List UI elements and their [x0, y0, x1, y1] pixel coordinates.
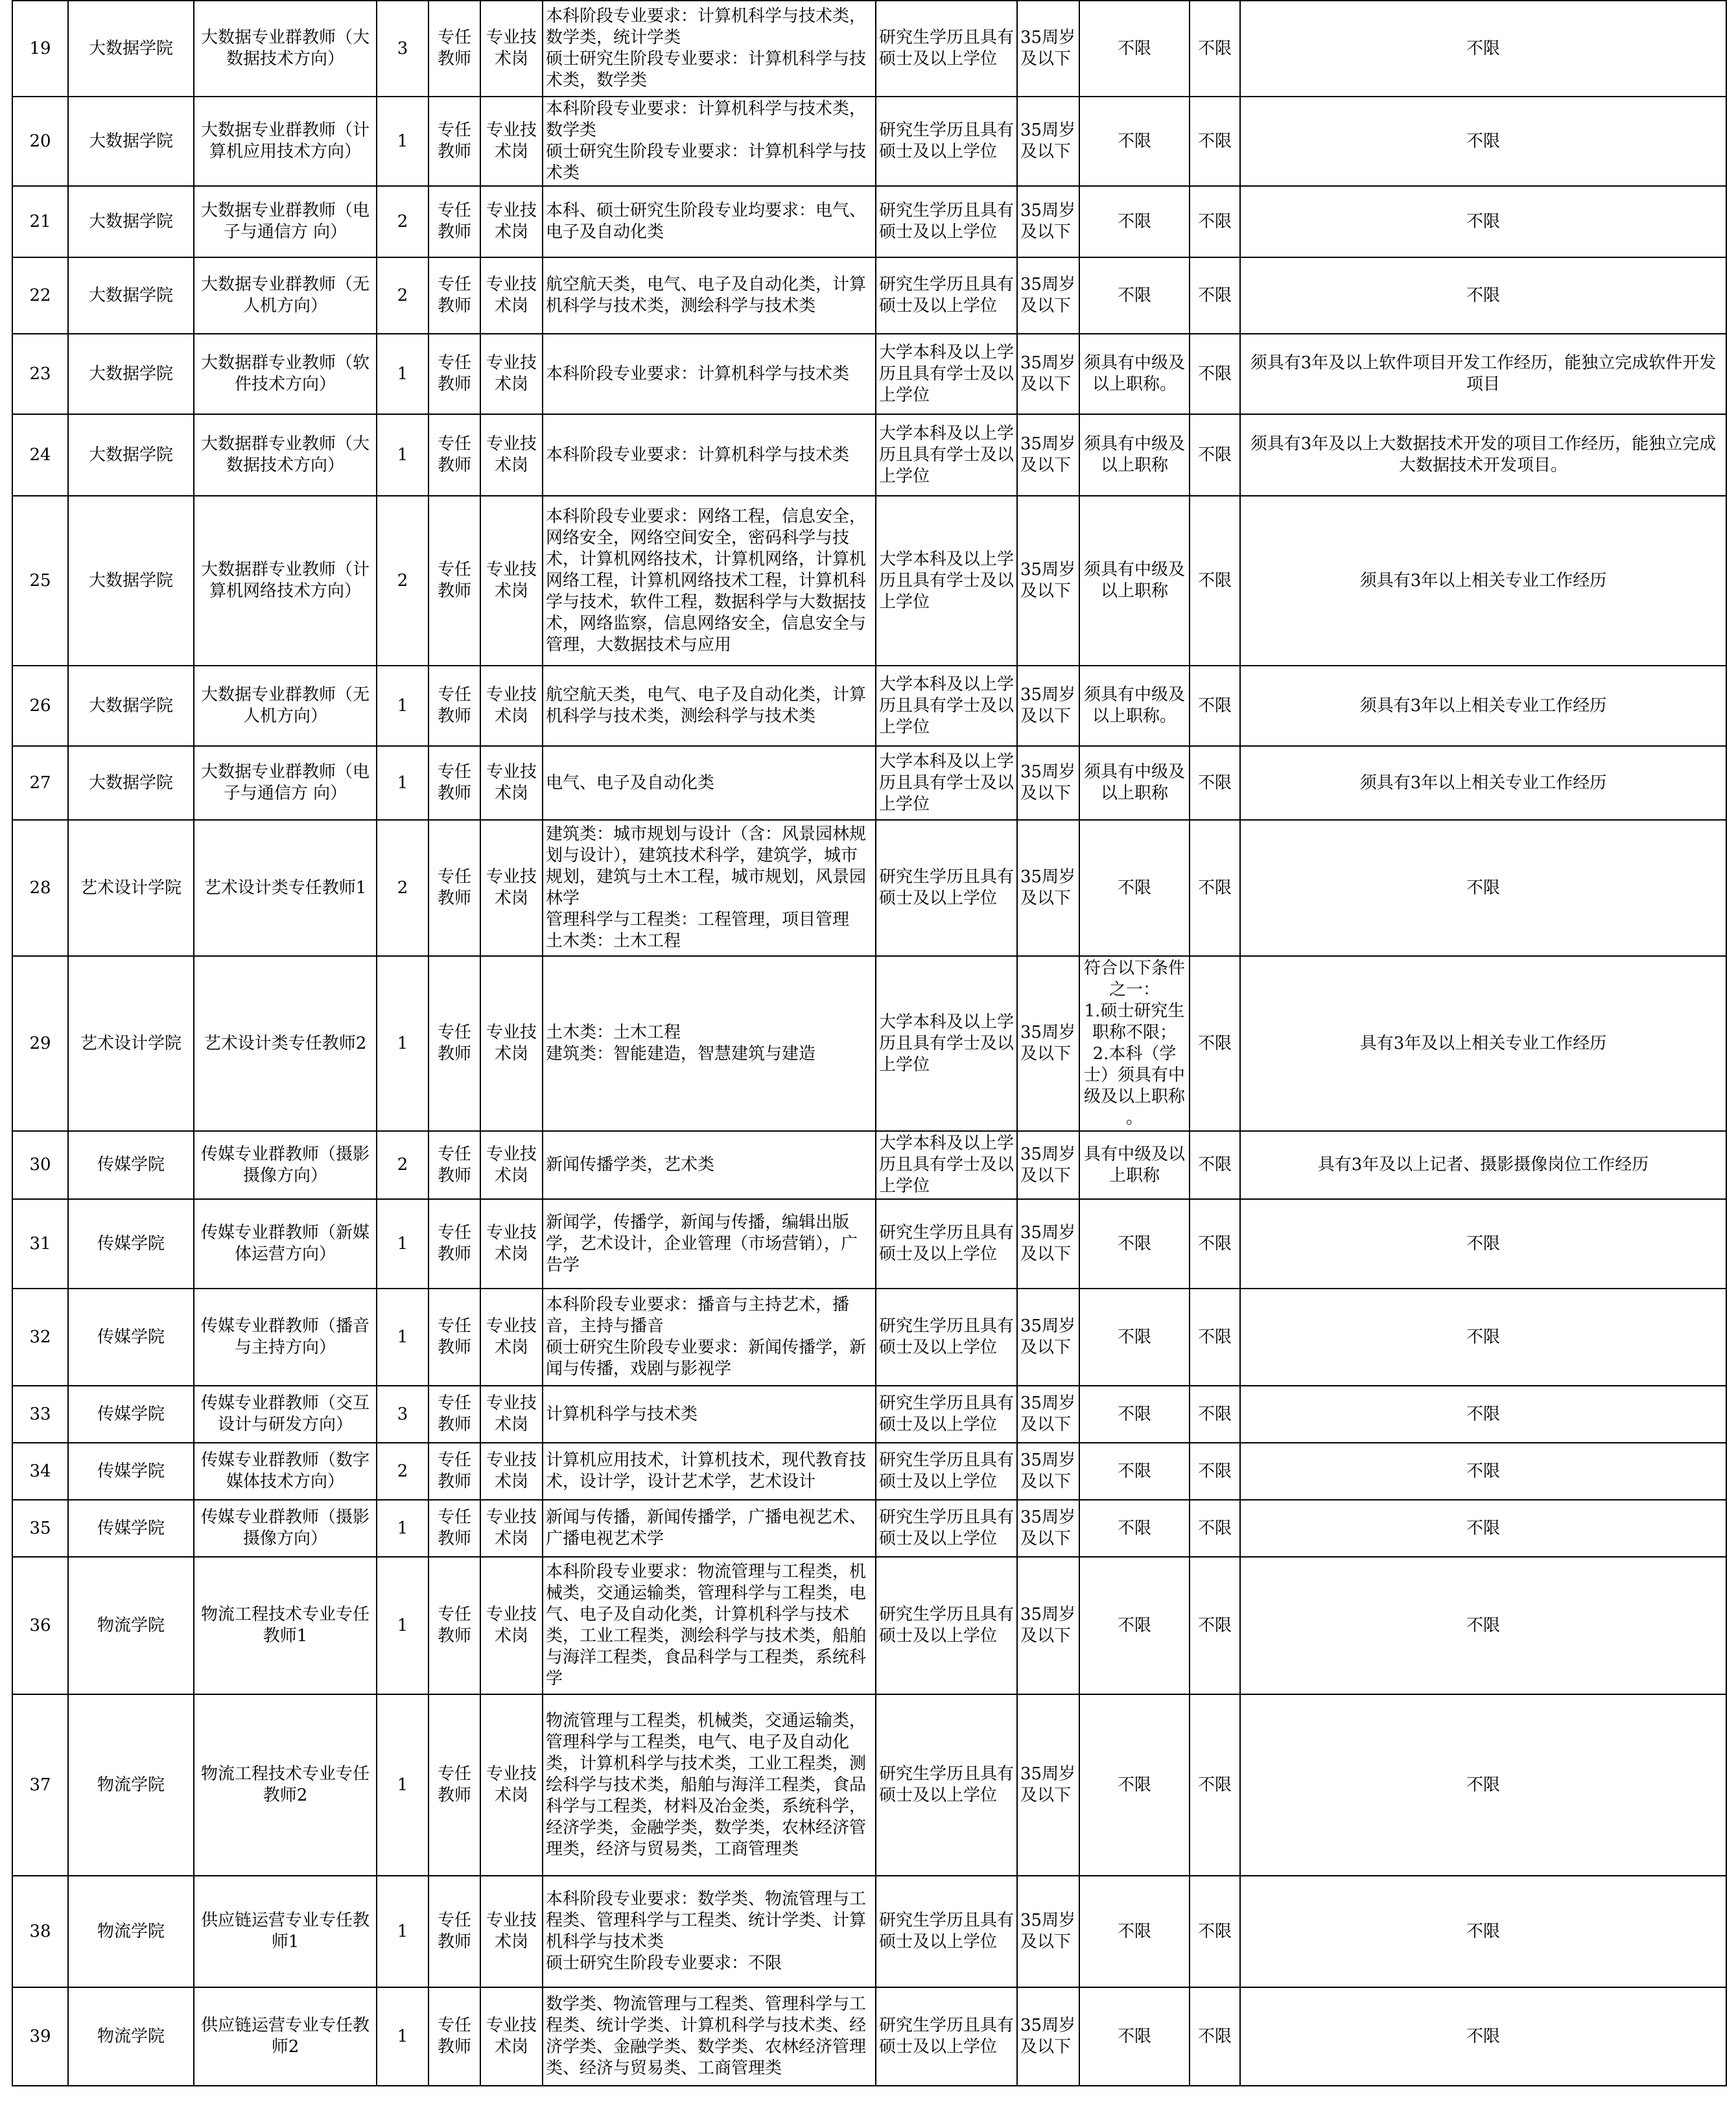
- cell-education: 研究生学历且具有硕士及以上学位: [876, 257, 1017, 334]
- cell-age: 35周岁及以下: [1017, 1443, 1079, 1500]
- cell-number: 24: [12, 414, 68, 496]
- cell-education: 大学本科及以上学历且具有学士及以上学位: [876, 956, 1017, 1131]
- cell-other: 不限: [1190, 97, 1240, 186]
- cell-age: 35周岁及以下: [1017, 1386, 1079, 1443]
- cell-headcount: 1: [377, 1289, 428, 1386]
- cell-college: 物流学院: [68, 1987, 194, 2086]
- cell-college: 传媒学院: [68, 1199, 194, 1289]
- cell-age: 35周岁及以下: [1017, 1, 1079, 97]
- cell-post-type: 专任教师: [428, 414, 480, 496]
- cell-post-category: 专业技术岗: [480, 1694, 543, 1876]
- cell-post-name: 艺术设计类专任教师1: [194, 820, 377, 956]
- cell-education: 研究生学历且具有硕士及以上学位: [876, 1289, 1017, 1386]
- cell-post-category: 专业技术岗: [480, 1500, 543, 1557]
- cell-post-name: 传媒专业群教师（摄影摄像方向）: [194, 1500, 377, 1557]
- table-row: [12, 1694, 1726, 1876]
- cell-post-category: 专业技术岗: [480, 414, 543, 496]
- cell-post-type: 专任教师: [428, 1694, 480, 1876]
- cell-experience: 须具有3年及以上软件项目开发工作经历，能独立完成软件开发项目: [1240, 334, 1726, 414]
- cell-age: 35周岁及以下: [1017, 1131, 1079, 1199]
- cell-headcount: 2: [377, 1131, 428, 1199]
- cell-college: 物流学院: [68, 1557, 194, 1694]
- cell-college: 大数据学院: [68, 186, 194, 257]
- cell-number: 31: [12, 1199, 68, 1289]
- cell-other: 不限: [1190, 820, 1240, 956]
- cell-headcount: 1: [377, 1876, 428, 1987]
- cell-major: 航空航天类，电气、电子及自动化类，计算机科学与技术类，测绘科学与技术类: [543, 666, 876, 746]
- cell-post-category: 专业技术岗: [480, 1289, 543, 1386]
- cell-other: 不限: [1190, 1131, 1240, 1199]
- table-row: [12, 746, 1726, 820]
- cell-major: 新闻学，传播学，新闻与传播，编辑出版学，艺术设计，企业管理（市场营销），广告学: [543, 1199, 876, 1289]
- cell-title: 不限: [1079, 1694, 1190, 1876]
- cell-number: 29: [12, 956, 68, 1131]
- table-row: [12, 1386, 1726, 1443]
- cell-age: 35周岁及以下: [1017, 414, 1079, 496]
- cell-title: 不限: [1079, 1557, 1190, 1694]
- cell-college: 大数据学院: [68, 1, 194, 97]
- cell-post-category: 专业技术岗: [480, 257, 543, 334]
- cell-age: 35周岁及以下: [1017, 956, 1079, 1131]
- cell-other: 不限: [1190, 186, 1240, 257]
- cell-post-category: 专业技术岗: [480, 820, 543, 956]
- cell-number: 22: [12, 257, 68, 334]
- cell-major: 物流管理与工程类，机械类，交通运输类，管理科学与工程类，电气、电子及自动化类，计算机科学与技术类，工业工程类，测绘科学与技术类，船舶与海洋工程类，食品科学与工程类，材料及冶金类，系统科学，经济学类，金融学类，数学类，农林经济管理类，经济与贸易类，工商管理类: [543, 1694, 876, 1876]
- cell-post-name: 物流工程技术专业专任教师2: [194, 1694, 377, 1876]
- cell-experience: 须具有3年以上相关专业工作经历: [1240, 666, 1726, 746]
- table-row: [12, 257, 1726, 334]
- cell-experience: 不限: [1240, 1199, 1726, 1289]
- table-row: [12, 666, 1726, 746]
- cell-experience: 不限: [1240, 1876, 1726, 1987]
- cell-title: 不限: [1079, 1443, 1190, 1500]
- cell-major: 计算机应用技术，计算机技术，现代教育技术，设计学，设计艺术学，艺术设计: [543, 1443, 876, 1500]
- cell-post-name: 艺术设计类专任教师2: [194, 956, 377, 1131]
- cell-other: 不限: [1190, 746, 1240, 820]
- cell-number: 23: [12, 334, 68, 414]
- cell-college: 传媒学院: [68, 1443, 194, 1500]
- cell-experience: 须具有3年以上相关专业工作经历: [1240, 496, 1726, 666]
- cell-education: 研究生学历且具有硕士及以上学位: [876, 1199, 1017, 1289]
- cell-major: 本科阶段专业要求：物流管理与工程类，机械类，交通运输类，管理科学与工程类，电气、电子及自动化类，计算机科学与技术类，工业工程类，测绘科学与技术类，船舶与海洋工程类，食品科学与工程类，系统科学: [543, 1557, 876, 1694]
- cell-post-type: 专任教师: [428, 186, 480, 257]
- cell-age: 35周岁及以下: [1017, 666, 1079, 746]
- cell-education: 大学本科及以上学历且具有学士及以上学位: [876, 414, 1017, 496]
- cell-number: 35: [12, 1500, 68, 1557]
- cell-post-category: 专业技术岗: [480, 334, 543, 414]
- cell-experience: 不限: [1240, 820, 1726, 956]
- cell-post-name: 大数据专业群教师（计算机应用技术方向）: [194, 97, 377, 186]
- cell-major: 本科阶段专业要求：网络工程，信息安全，网络安全，网络空间安全，密码科学与技术，计算机网络技术，计算机网络，计算机网络工程，计算机网络技术工程，计算机科学与技术，软件工程，数据科学与大数据技术，网络监察，信息网络安全，信息安全与管理，大数据技术与应用: [543, 496, 876, 666]
- cell-title: 须具有中级及以上职称: [1079, 496, 1190, 666]
- cell-headcount: 1: [377, 97, 428, 186]
- cell-post-name: 供应链运营专业专任教师1: [194, 1876, 377, 1987]
- cell-major: 本科阶段专业要求：计算机科学与技术类: [543, 334, 876, 414]
- cell-post-type: 专任教师: [428, 1131, 480, 1199]
- cell-post-name: 大数据专业群教师（无人机方向）: [194, 666, 377, 746]
- cell-title: 不限: [1079, 1386, 1190, 1443]
- cell-other: 不限: [1190, 666, 1240, 746]
- cell-major: 本科阶段专业要求：计算机科学与技术类，数学类 硕士研究生阶段专业要求：计算机科学与技术类: [543, 97, 876, 186]
- cell-other: 不限: [1190, 1199, 1240, 1289]
- cell-experience: 不限: [1240, 1443, 1726, 1500]
- cell-title: 不限: [1079, 1289, 1190, 1386]
- cell-post-name: 物流工程技术专业专任教师1: [194, 1557, 377, 1694]
- cell-other: 不限: [1190, 257, 1240, 334]
- cell-number: 34: [12, 1443, 68, 1500]
- cell-major: 新闻与传播，新闻传播学，广播电视艺术、广播电视艺术学: [543, 1500, 876, 1557]
- table-row: [12, 1, 1726, 97]
- cell-post-category: 专业技术岗: [480, 1199, 543, 1289]
- cell-age: 35周岁及以下: [1017, 186, 1079, 257]
- cell-age: 35周岁及以下: [1017, 1987, 1079, 2086]
- cell-headcount: 1: [377, 956, 428, 1131]
- cell-headcount: 1: [377, 1199, 428, 1289]
- cell-post-name: 大数据群专业教师（计算机网络技术方向）: [194, 496, 377, 666]
- cell-age: 35周岁及以下: [1017, 1500, 1079, 1557]
- cell-post-name: 供应链运营专业专任教师2: [194, 1987, 377, 2086]
- cell-post-name: 大数据专业群教师（大数据技术方向）: [194, 1, 377, 97]
- cell-college: 传媒学院: [68, 1386, 194, 1443]
- cell-post-type: 专任教师: [428, 1557, 480, 1694]
- cell-headcount: 2: [377, 496, 428, 666]
- cell-major: 新闻传播学类，艺术类: [543, 1131, 876, 1199]
- cell-education: 研究生学历且具有硕士及以上学位: [876, 186, 1017, 257]
- cell-college: 大数据学院: [68, 97, 194, 186]
- cell-title: 符合以下条件之一： 1.硕士研究生职称不限； 2.本科（学士）须具有中级及以上职称 。: [1079, 956, 1190, 1131]
- cell-number: 19: [12, 1, 68, 97]
- cell-number: 20: [12, 97, 68, 186]
- cell-age: 35周岁及以下: [1017, 97, 1079, 186]
- cell-major: 本科阶段专业要求：计算机科学与技术类: [543, 414, 876, 496]
- cell-education: 研究生学历且具有硕士及以上学位: [876, 1443, 1017, 1500]
- cell-post-category: 专业技术岗: [480, 1557, 543, 1694]
- cell-other: 不限: [1190, 1876, 1240, 1987]
- cell-title: 不限: [1079, 1, 1190, 97]
- cell-major: 计算机科学与技术类: [543, 1386, 876, 1443]
- cell-post-name: 大数据群专业教师（大数据技术方向）: [194, 414, 377, 496]
- cell-experience: 不限: [1240, 186, 1726, 257]
- cell-age: 35周岁及以下: [1017, 1694, 1079, 1876]
- cell-age: 35周岁及以下: [1017, 1289, 1079, 1386]
- cell-college: 物流学院: [68, 1876, 194, 1987]
- cell-college: 大数据学院: [68, 496, 194, 666]
- cell-post-type: 专任教师: [428, 1289, 480, 1386]
- cell-post-category: 专业技术岗: [480, 97, 543, 186]
- cell-headcount: 1: [377, 334, 428, 414]
- cell-experience: 具有3年及以上记者、摄影摄像岗位工作经历: [1240, 1131, 1726, 1199]
- cell-post-type: 专任教师: [428, 1987, 480, 2086]
- cell-post-name: 传媒专业群教师（摄影摄像方向）: [194, 1131, 377, 1199]
- cell-age: 35周岁及以下: [1017, 746, 1079, 820]
- cell-title: 须具有中级及以上职称: [1079, 746, 1190, 820]
- cell-age: 35周岁及以下: [1017, 496, 1079, 666]
- cell-experience: 不限: [1240, 1, 1726, 97]
- table-row: [12, 496, 1726, 666]
- cell-other: 不限: [1190, 496, 1240, 666]
- cell-title: 不限: [1079, 1199, 1190, 1289]
- cell-college: 大数据学院: [68, 334, 194, 414]
- cell-major: 航空航天类，电气、电子及自动化类，计算机科学与技术类，测绘科学与技术类: [543, 257, 876, 334]
- cell-age: 35周岁及以下: [1017, 1557, 1079, 1694]
- table-row: [12, 1557, 1726, 1694]
- cell-experience: 不限: [1240, 257, 1726, 334]
- table-row: [12, 1199, 1726, 1289]
- cell-major: 本科阶段专业要求：播音与主持艺术，播音，主持与播音 硕士研究生阶段专业要求：新闻传播学，新闻与传播，戏剧与影视学: [543, 1289, 876, 1386]
- cell-post-type: 专任教师: [428, 1, 480, 97]
- cell-title: 须具有中级及以上职称: [1079, 414, 1190, 496]
- cell-headcount: 2: [377, 820, 428, 956]
- cell-other: 不限: [1190, 1500, 1240, 1557]
- cell-major: 本科阶段专业要求：计算机科学与技术类，数学类，统计学类 硕士研究生阶段专业要求：计算机科学与技术类，数学类: [543, 1, 876, 97]
- cell-education: 大学本科及以上学历且具有学士及以上学位: [876, 496, 1017, 666]
- cell-post-type: 专任教师: [428, 1876, 480, 1987]
- cell-title: 不限: [1079, 97, 1190, 186]
- cell-other: 不限: [1190, 1, 1240, 97]
- cell-post-type: 专任教师: [428, 666, 480, 746]
- cell-experience: 不限: [1240, 97, 1726, 186]
- cell-post-category: 专业技术岗: [480, 666, 543, 746]
- cell-college: 大数据学院: [68, 666, 194, 746]
- cell-title: 须具有中级及以上职称。: [1079, 334, 1190, 414]
- cell-major: 数学类、物流管理与工程类、管理科学与工程类、统计学类、计算机科学与技术类、经济学类、金融学类、数学类、农林经济管理类、经济与贸易类、工商管理类: [543, 1987, 876, 2086]
- cell-title: 不限: [1079, 1987, 1190, 2086]
- table-row: [12, 414, 1726, 496]
- cell-number: 21: [12, 186, 68, 257]
- cell-education: 研究生学历且具有硕士及以上学位: [876, 1557, 1017, 1694]
- cell-other: 不限: [1190, 414, 1240, 496]
- cell-headcount: 1: [377, 746, 428, 820]
- cell-number: 36: [12, 1557, 68, 1694]
- cell-title: 不限: [1079, 1876, 1190, 1987]
- cell-college: 传媒学院: [68, 1289, 194, 1386]
- cell-headcount: 1: [377, 1987, 428, 2086]
- cell-college: 传媒学院: [68, 1500, 194, 1557]
- cell-headcount: 2: [377, 257, 428, 334]
- cell-experience: 不限: [1240, 1386, 1726, 1443]
- cell-post-type: 专任教师: [428, 956, 480, 1131]
- cell-post-name: 传媒专业群教师（数字媒体技术方向）: [194, 1443, 377, 1500]
- cell-college: 大数据学院: [68, 746, 194, 820]
- cell-age: 35周岁及以下: [1017, 1199, 1079, 1289]
- table-row: [12, 1987, 1726, 2086]
- cell-number: 37: [12, 1694, 68, 1876]
- cell-post-name: 传媒专业群教师（新媒体运营方向）: [194, 1199, 377, 1289]
- table-row: [12, 1289, 1726, 1386]
- cell-headcount: 1: [377, 414, 428, 496]
- cell-post-category: 专业技术岗: [480, 1386, 543, 1443]
- cell-other: 不限: [1190, 1987, 1240, 2086]
- cell-number: 38: [12, 1876, 68, 1987]
- cell-college: 物流学院: [68, 1694, 194, 1876]
- cell-education: 研究生学历且具有硕士及以上学位: [876, 1386, 1017, 1443]
- cell-post-name: 大数据专业群教师（电子与通信方 向）: [194, 746, 377, 820]
- cell-post-type: 专任教师: [428, 334, 480, 414]
- cell-title: 不限: [1079, 1500, 1190, 1557]
- cell-experience: 不限: [1240, 1557, 1726, 1694]
- cell-headcount: 2: [377, 186, 428, 257]
- cell-title: 须具有中级及以上职称。: [1079, 666, 1190, 746]
- cell-education: 大学本科及以上学历且具有学士及以上学位: [876, 1131, 1017, 1199]
- cell-headcount: 2: [377, 1443, 428, 1500]
- cell-experience: 具有3年及以上相关专业工作经历: [1240, 956, 1726, 1131]
- cell-other: 不限: [1190, 956, 1240, 1131]
- cell-post-type: 专任教师: [428, 1443, 480, 1500]
- cell-title: 具有中级及以上职称: [1079, 1131, 1190, 1199]
- cell-age: 35周岁及以下: [1017, 257, 1079, 334]
- cell-title: 不限: [1079, 820, 1190, 956]
- table-row: [12, 956, 1726, 1131]
- cell-post-name: 传媒专业群教师（交互设计与研发方向）: [194, 1386, 377, 1443]
- cell-post-type: 专任教师: [428, 496, 480, 666]
- cell-major: 本科阶段专业要求：数学类、物流管理与工程类、管理科学与工程类、统计学类、计算机科学与技术类 硕士研究生阶段专业要求：不限: [543, 1876, 876, 1987]
- cell-number: 39: [12, 1987, 68, 2086]
- table-body: [12, 1, 1726, 2086]
- cell-headcount: 3: [377, 1, 428, 97]
- table-row: [12, 1131, 1726, 1199]
- cell-education: 研究生学历且具有硕士及以上学位: [876, 1876, 1017, 1987]
- cell-major: 电气、电子及自动化类: [543, 746, 876, 820]
- cell-college: 艺术设计学院: [68, 956, 194, 1131]
- table-row: [12, 1500, 1726, 1557]
- cell-number: 32: [12, 1289, 68, 1386]
- cell-education: 研究生学历且具有硕士及以上学位: [876, 1987, 1017, 2086]
- cell-other: 不限: [1190, 1443, 1240, 1500]
- table-row: [12, 186, 1726, 257]
- table-row: [12, 1443, 1726, 1500]
- cell-title: 不限: [1079, 257, 1190, 334]
- cell-education: 研究生学历且具有硕士及以上学位: [876, 1694, 1017, 1876]
- cell-major: 土木类：土木工程 建筑类：智能建造，智慧建筑与建造: [543, 956, 876, 1131]
- cell-post-type: 专任教师: [428, 746, 480, 820]
- cell-post-category: 专业技术岗: [480, 496, 543, 666]
- cell-post-category: 专业技术岗: [480, 1, 543, 97]
- cell-college: 艺术设计学院: [68, 820, 194, 956]
- cell-post-name: 大数据专业群教师（电子与通信方 向）: [194, 186, 377, 257]
- cell-major: 建筑类：城市规划与设计（含：风景园林规划与设计），建筑技术科学，建筑学，城市规划，建筑与土木工程，城市规划，风景园林学 管理科学与工程类：工程管理，项目管理 土木类：土木工程: [543, 820, 876, 956]
- cell-number: 30: [12, 1131, 68, 1199]
- table-row: [12, 334, 1726, 414]
- cell-post-category: 专业技术岗: [480, 1876, 543, 1987]
- cell-major: 本科、硕士研究生阶段专业均要求：电气、电子及自动化类: [543, 186, 876, 257]
- cell-age: 35周岁及以下: [1017, 1876, 1079, 1987]
- cell-post-category: 专业技术岗: [480, 956, 543, 1131]
- table-row: [12, 1876, 1726, 1987]
- cell-post-type: 专任教师: [428, 1386, 480, 1443]
- cell-post-category: 专业技术岗: [480, 1443, 543, 1500]
- cell-post-name: 大数据群专业教师（软件技术方向）: [194, 334, 377, 414]
- cell-education: 研究生学历且具有硕士及以上学位: [876, 1500, 1017, 1557]
- cell-experience: 须具有3年及以上大数据技术开发的项目工作经历，能独立完成大数据技术开发项目。: [1240, 414, 1726, 496]
- cell-post-type: 专任教师: [428, 1199, 480, 1289]
- cell-education: 大学本科及以上学历且具有学士及以上学位: [876, 334, 1017, 414]
- cell-education: 大学本科及以上学历且具有学士及以上学位: [876, 666, 1017, 746]
- cell-post-type: 专任教师: [428, 257, 480, 334]
- cell-experience: 不限: [1240, 1289, 1726, 1386]
- cell-headcount: 1: [377, 666, 428, 746]
- recruitment-table: [12, 0, 1727, 2086]
- cell-number: 33: [12, 1386, 68, 1443]
- cell-number: 25: [12, 496, 68, 666]
- cell-post-type: 专任教师: [428, 820, 480, 956]
- cell-number: 26: [12, 666, 68, 746]
- cell-headcount: 1: [377, 1557, 428, 1694]
- cell-education: 研究生学历且具有硕士及以上学位: [876, 97, 1017, 186]
- cell-post-category: 专业技术岗: [480, 1987, 543, 2086]
- cell-post-name: 大数据专业群教师（无人机方向）: [194, 257, 377, 334]
- cell-headcount: 1: [377, 1500, 428, 1557]
- cell-headcount: 1: [377, 1694, 428, 1876]
- cell-other: 不限: [1190, 1386, 1240, 1443]
- cell-title: 不限: [1079, 186, 1190, 257]
- cell-experience: 须具有3年以上相关专业工作经历: [1240, 746, 1726, 820]
- cell-post-category: 专业技术岗: [480, 186, 543, 257]
- cell-post-type: 专任教师: [428, 1500, 480, 1557]
- cell-other: 不限: [1190, 1289, 1240, 1386]
- cell-experience: 不限: [1240, 1987, 1726, 2086]
- cell-number: 28: [12, 820, 68, 956]
- table-row: [12, 97, 1726, 186]
- cell-post-type: 专任教师: [428, 97, 480, 186]
- cell-experience: 不限: [1240, 1694, 1726, 1876]
- table-row: [12, 820, 1726, 956]
- cell-college: 大数据学院: [68, 257, 194, 334]
- cell-post-category: 专业技术岗: [480, 1131, 543, 1199]
- cell-other: 不限: [1190, 1557, 1240, 1694]
- cell-number: 27: [12, 746, 68, 820]
- cell-experience: 不限: [1240, 1500, 1726, 1557]
- cell-other: 不限: [1190, 1694, 1240, 1876]
- cell-education: 研究生学历且具有硕士及以上学位: [876, 820, 1017, 956]
- cell-education: 研究生学历且具有硕士及以上学位: [876, 1, 1017, 97]
- cell-age: 35周岁及以下: [1017, 820, 1079, 956]
- cell-age: 35周岁及以下: [1017, 334, 1079, 414]
- cell-college: 传媒学院: [68, 1131, 194, 1199]
- cell-education: 大学本科及以上学历且具有学士及以上学位: [876, 746, 1017, 820]
- cell-college: 大数据学院: [68, 414, 194, 496]
- cell-headcount: 3: [377, 1386, 428, 1443]
- cell-other: 不限: [1190, 334, 1240, 414]
- cell-post-name: 传媒专业群教师（播音与主持方向）: [194, 1289, 377, 1386]
- cell-post-category: 专业技术岗: [480, 746, 543, 820]
